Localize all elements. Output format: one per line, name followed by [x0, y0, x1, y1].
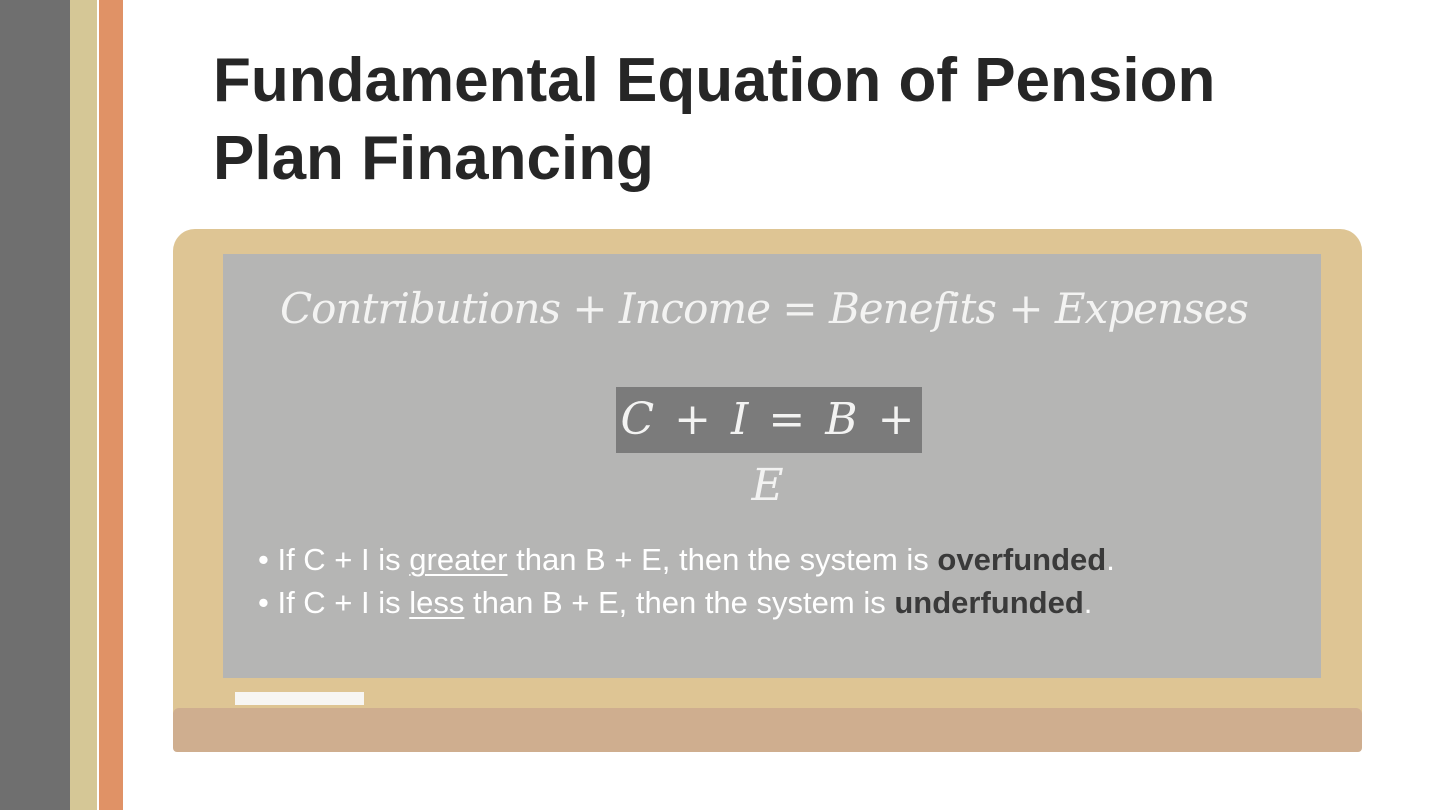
- bullet-marker: •: [258, 542, 269, 577]
- bullet-text-middle: than B + E, then the system is: [464, 585, 895, 620]
- emphasis-bold: underfunded: [894, 585, 1084, 620]
- emphasis-underlined: greater: [409, 542, 508, 577]
- bullet-item-overfunded: [258, 538, 1308, 581]
- slide-title: Fundamental Equation of Pension Plan Financing: [213, 46, 1216, 193]
- decorative-stripe-gray: [0, 0, 70, 810]
- bullet-text-prefix: If C + I is: [268, 585, 410, 620]
- bullet-item-underfunded: [258, 581, 1308, 624]
- decorative-stripe-beige: [70, 0, 97, 810]
- bullet-text-suffix: .: [1083, 585, 1093, 620]
- bullet-marker: •: [258, 585, 269, 620]
- bullet-text-middle: than B + E, then the system is: [507, 542, 938, 577]
- word-equation: Contributions + Income = Benefits + Expenses: [280, 284, 1248, 333]
- chalk-piece: [235, 692, 364, 705]
- chalkboard-ledge: [173, 708, 1362, 752]
- emphasis-underlined: less: [409, 585, 465, 620]
- decorative-stripe-orange: [99, 0, 123, 810]
- letter-equation: C + I = B + E: [616, 387, 922, 453]
- bullet-text-prefix: If C + I is: [268, 542, 410, 577]
- bullet-list: [258, 538, 1308, 624]
- bullet-text-suffix: .: [1106, 542, 1115, 577]
- emphasis-bold: overfunded: [937, 542, 1107, 577]
